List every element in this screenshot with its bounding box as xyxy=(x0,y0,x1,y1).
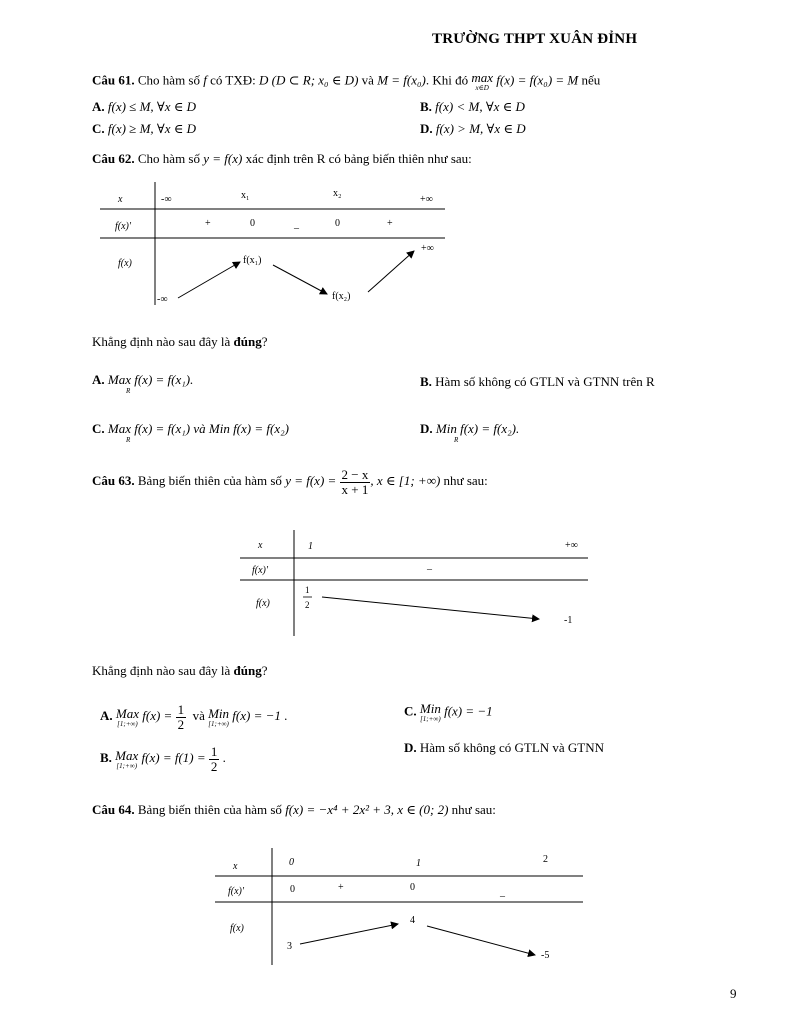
q62-x-val-2: x₂ xyxy=(333,188,342,199)
q62-prompt: Khẳng định nào sau đây là đúng? xyxy=(92,334,268,349)
q61-option-d[interactable]: D. f(x) > M, ∀x ∈ D xyxy=(420,121,526,136)
q62-row-derivative: f(x)' xyxy=(115,221,132,232)
q63-row-x: x xyxy=(258,540,263,551)
q62-f-val-0: -∞ xyxy=(157,294,168,305)
q64-row-derivative: f(x)' xyxy=(228,886,245,897)
q63-f-end: -1 xyxy=(564,615,573,626)
q62-option-d[interactable]: D. Min f(x) = f(x₂). R xyxy=(420,421,520,444)
question-63: Câu 63. Bảng biến thiên của hàm số y = f(x) = $\frac{2 - x}{x + 1}$ , x ∈ [1; +∞) như sau: xyxy=(92,467,488,497)
q62-option-c[interactable]: C. Max f(x) = f(x₁) và Min f(x) = f(x₂) R xyxy=(92,421,289,444)
q61-option-b[interactable]: B. f(x) < M, ∀x ∈ D xyxy=(420,99,525,114)
q62-d-val-1: 0 xyxy=(250,218,255,229)
q64-d-val-3: _ xyxy=(500,887,505,898)
q64-x-val-1: 1 xyxy=(416,858,421,869)
school-header: TRƯỜNG THPT XUÂN ĐỈNH xyxy=(432,31,638,47)
q61-max-operator: max x∈D xyxy=(471,70,494,92)
q61-option-a[interactable]: A. f(x) ≤ M, ∀x ∈ D xyxy=(92,99,197,114)
q63-row-derivative: f(x)' xyxy=(252,565,269,576)
q62-option-b[interactable]: B. Hàm số không có GTLN và GTNN trên R xyxy=(420,374,655,389)
q62-arrow-up-2 xyxy=(368,251,414,292)
q62-arrow-up-1 xyxy=(178,262,240,298)
q63-option-c[interactable]: C. Min [1;+∞) f(x) = −1 xyxy=(404,701,493,723)
q63-x-val-0: 1 xyxy=(308,541,313,552)
q63-x-val-1: +∞ xyxy=(565,540,578,551)
q62-arrow-down xyxy=(273,265,327,294)
q63-f-start-num: 1 xyxy=(305,585,310,595)
q62-x-val-0: -∞ xyxy=(161,194,172,205)
q63-fraction: $\frac{2 - x}{x + 1}$ xyxy=(341,467,369,497)
q64-f-val-0: 3 xyxy=(287,941,292,952)
q64-arrow-down xyxy=(427,926,535,955)
q62-d-val-4: + xyxy=(387,218,393,229)
q63-option-d[interactable]: D. Hàm số không có GTLN và GTNN xyxy=(404,740,605,755)
q62-d-val-3: 0 xyxy=(335,218,340,229)
q62-option-a[interactable]: A. Max f(x) = f(x₁). R xyxy=(92,372,194,395)
q62-x-val-1: x₁ xyxy=(241,190,250,201)
question-62: Câu 62. Cho hàm số y = f(x) xác định trên R có bảng biến thiên như sau: xyxy=(92,151,472,166)
q63-row-f: f(x) xyxy=(256,598,270,609)
q63-d-val-0: – xyxy=(427,564,432,575)
q62-f-val-1: f(x₁) xyxy=(243,255,262,266)
q62-row-f: f(x) xyxy=(118,258,132,269)
q62-f-val-2: f(x₂) xyxy=(332,291,351,302)
q63-option-b[interactable]: B. Max [1;+∞) f(x) = f(1) = $\frac{1}{2}$ . xyxy=(100,744,226,774)
q63-f-start-den: 2 xyxy=(305,600,310,610)
q62-f-val-3: +∞ xyxy=(421,243,434,254)
q64-row-x: x xyxy=(233,861,238,872)
q64-d-val-0: 0 xyxy=(290,884,295,895)
q64-d-val-1: + xyxy=(338,882,344,893)
q62-d-val-2: _ xyxy=(294,219,299,230)
q63-option-a[interactable]: A. Max [1;+∞) f(x) = $\frac{1}{2}$ và Min [1;+∞) f(x) = −1 . xyxy=(100,702,288,732)
q62-x-val-3: +∞ xyxy=(420,194,433,205)
q62-row-x: x xyxy=(118,194,123,205)
q64-f-val-1: 4 xyxy=(410,915,415,926)
question-61: Câu 61. Cho hàm số f có TXĐ: D (D ⊂ R; x₀ ∈ D) và M = f(x₀). Khi đó max x∈D f(x) = f(x₀) = M nếu xyxy=(92,70,601,92)
q64-row-f: f(x) xyxy=(230,923,244,934)
page-number: 9 xyxy=(730,986,737,1001)
q64-d-val-2: 0 xyxy=(410,882,415,893)
q61-option-c[interactable]: C. f(x) ≥ M, ∀x ∈ D xyxy=(92,121,197,136)
q64-f-val-2: -5 xyxy=(541,950,550,961)
q62-d-val-0: + xyxy=(205,218,211,229)
q63-arrow-down xyxy=(322,597,539,619)
q63-prompt: Khẳng định nào sau đây là đúng? xyxy=(92,663,268,678)
q64-x-val-0: 0 xyxy=(289,857,294,868)
q64-x-val-2: 2 xyxy=(543,854,548,865)
q64-arrow-up xyxy=(300,924,398,944)
question-64: Câu 64. Bảng biến thiên của hàm số f(x) = −x⁴ + 2x² + 3, x ∈ (0; 2) như sau: xyxy=(92,802,496,817)
q61-label: Câu 61. xyxy=(92,72,135,88)
